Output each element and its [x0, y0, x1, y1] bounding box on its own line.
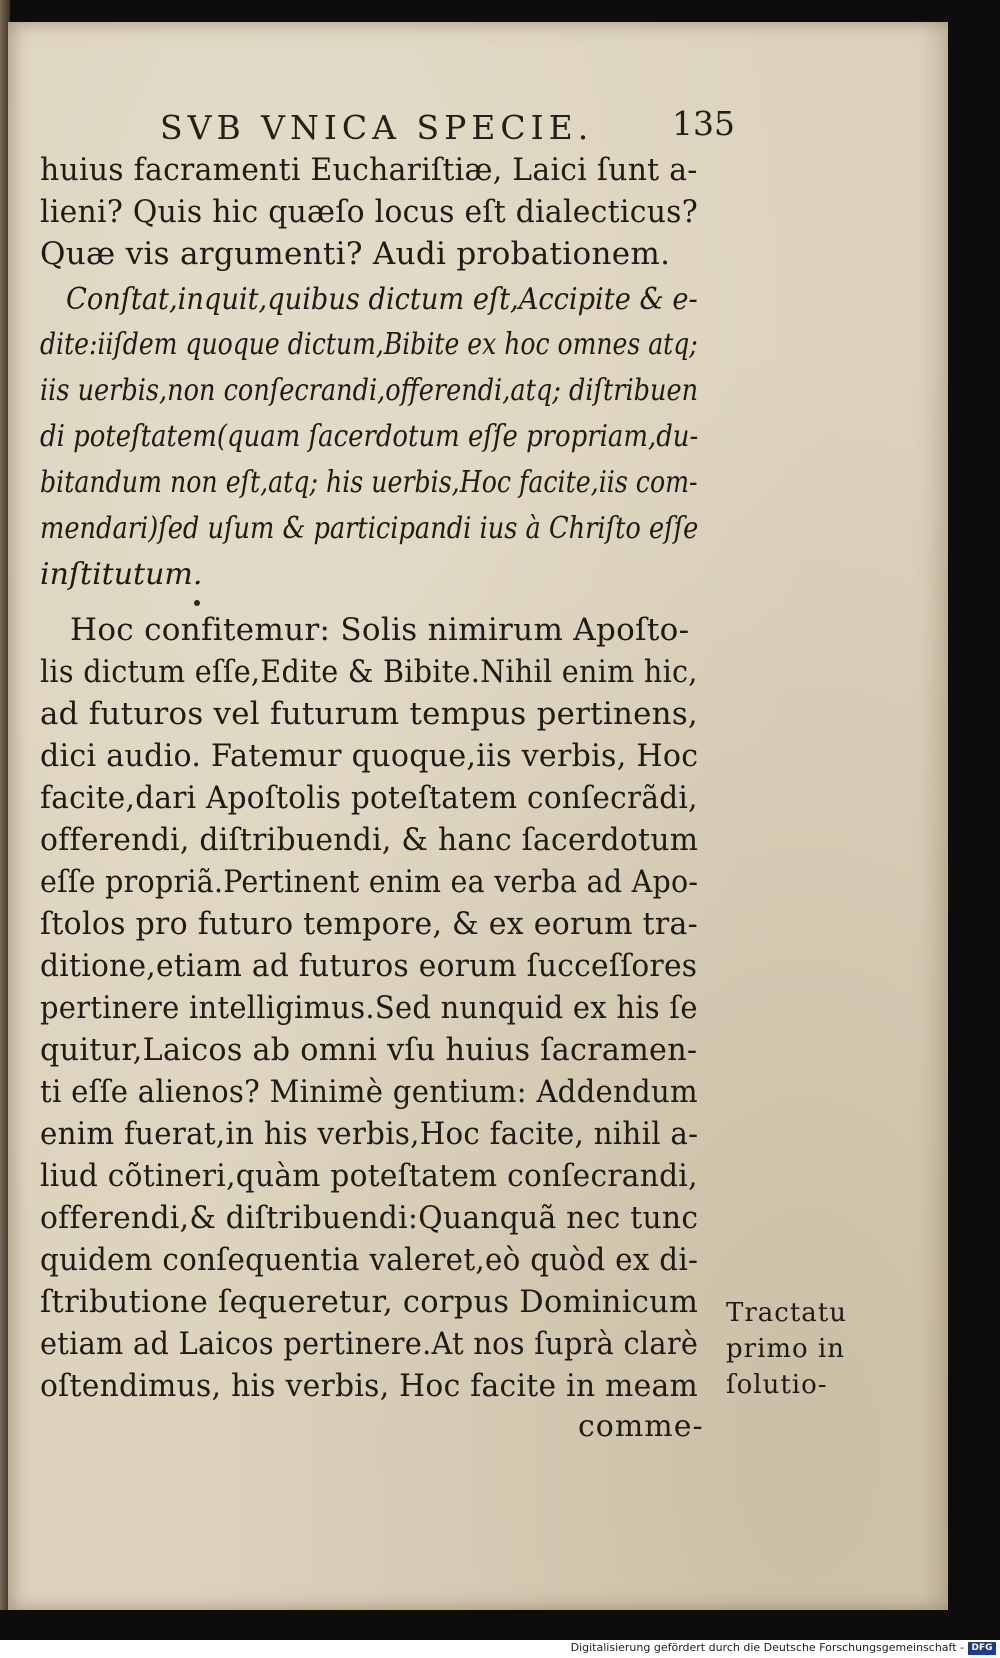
italic-line: iis uerbis,non conſecrandi,offerendi,atq; diſtribuen — [40, 373, 699, 408]
margin-note-line: primo in — [726, 1334, 846, 1364]
text-line: pertinere intelligimus.Sed nunquid ex his ſe — [40, 990, 698, 1026]
text-line: eſſe propriã.Pertinent enim ea verba ad Apo- — [40, 864, 699, 900]
text-line: enim fuerat,in his verbis,Hoc facite, nihil a- — [40, 1116, 699, 1152]
text-line: ſtolos pro futuro tempore, & ex eorum tra- — [40, 906, 699, 942]
margin-note-line: Tractatu — [726, 1298, 847, 1328]
text-line: huius facramenti Euchariſtiæ, Laici ſunt a- — [40, 152, 698, 188]
text-line: liud cõtineri,quàm poteſtatem conſecrandi, — [40, 1158, 698, 1194]
text-line: ditione,etiam ad futuros eorum ſucceſſores — [40, 948, 698, 984]
text-line: ad futuros vel futurum tempus pertinens, — [40, 696, 699, 732]
text-line: lis dictum eſſe,Edite & Bibite.Nihil enim hic, — [40, 654, 698, 690]
italic-line: inſtitutum. — [40, 557, 203, 592]
text-line: quitur,Laicos ab omni vſu huius ſacramen- — [40, 1032, 698, 1068]
text-line: etiam ad Laicos pertinere.At nos ſuprà clarè — [40, 1326, 699, 1362]
italic-line: dite:iiſdem quoque dictum,Bibite ex hoc omnes atq; — [40, 327, 698, 362]
italic-line: di poteſtatem(quam ſacerdotum eſſe propriam,du- — [40, 419, 699, 454]
margin-note-line: ſolutio- — [726, 1370, 828, 1400]
text-line: ſtributione ſequeretur, corpus Dominicum — [40, 1284, 699, 1320]
text-line: Hoc confitemur: Solis nimirum Apoſto- — [70, 612, 690, 648]
text-line: Quæ vis argumenti? Audi probationem. — [40, 236, 671, 272]
catchword: comme- — [578, 1409, 704, 1444]
italic-line: bitandum non eſt,atq; his uerbis,Hoc facite,iis com- — [40, 465, 698, 500]
dfg-logo: DFG — [968, 1642, 996, 1655]
text-line: offerendi, diſtribuendi, & hanc ſacerdotum — [40, 822, 699, 858]
ink-dot — [194, 600, 200, 606]
page-number: 135 — [672, 104, 735, 143]
text-line: oſtendimus, his verbis, Hoc facite in meam — [40, 1368, 698, 1404]
text-line: offerendi,& diſtribuendi:Quanquã nec tunc — [40, 1200, 699, 1236]
text-line: lieni? Quis hic quæſo locus eſt dialecticus? — [40, 194, 699, 230]
text-line: facite,dari Apoſtolis poteſtatem conſecrãdi, — [40, 780, 698, 816]
book-page — [8, 22, 948, 1610]
text-line: quidem conſequentia valeret,eò quòd ex di- — [40, 1242, 699, 1278]
italic-line: Conſtat,inquit,quibus dictum eſt,Accipite & e- — [66, 282, 698, 317]
digitization-credit: Digitalisierung gefördert durch die Deutsche Forschungsgemeinschaft - — [570, 1641, 964, 1654]
text-line: ti eſſe alienos? Minimè gentium: Addendum — [40, 1074, 698, 1110]
text-line: dici audio. Fatemur quoque,iis verbis, Hoc — [40, 738, 699, 774]
running-header: SVB VNICA SPECIE. — [160, 108, 594, 147]
italic-line: mendari)ſed uſum & participandi ius à Chriſto eſſe — [40, 511, 699, 546]
